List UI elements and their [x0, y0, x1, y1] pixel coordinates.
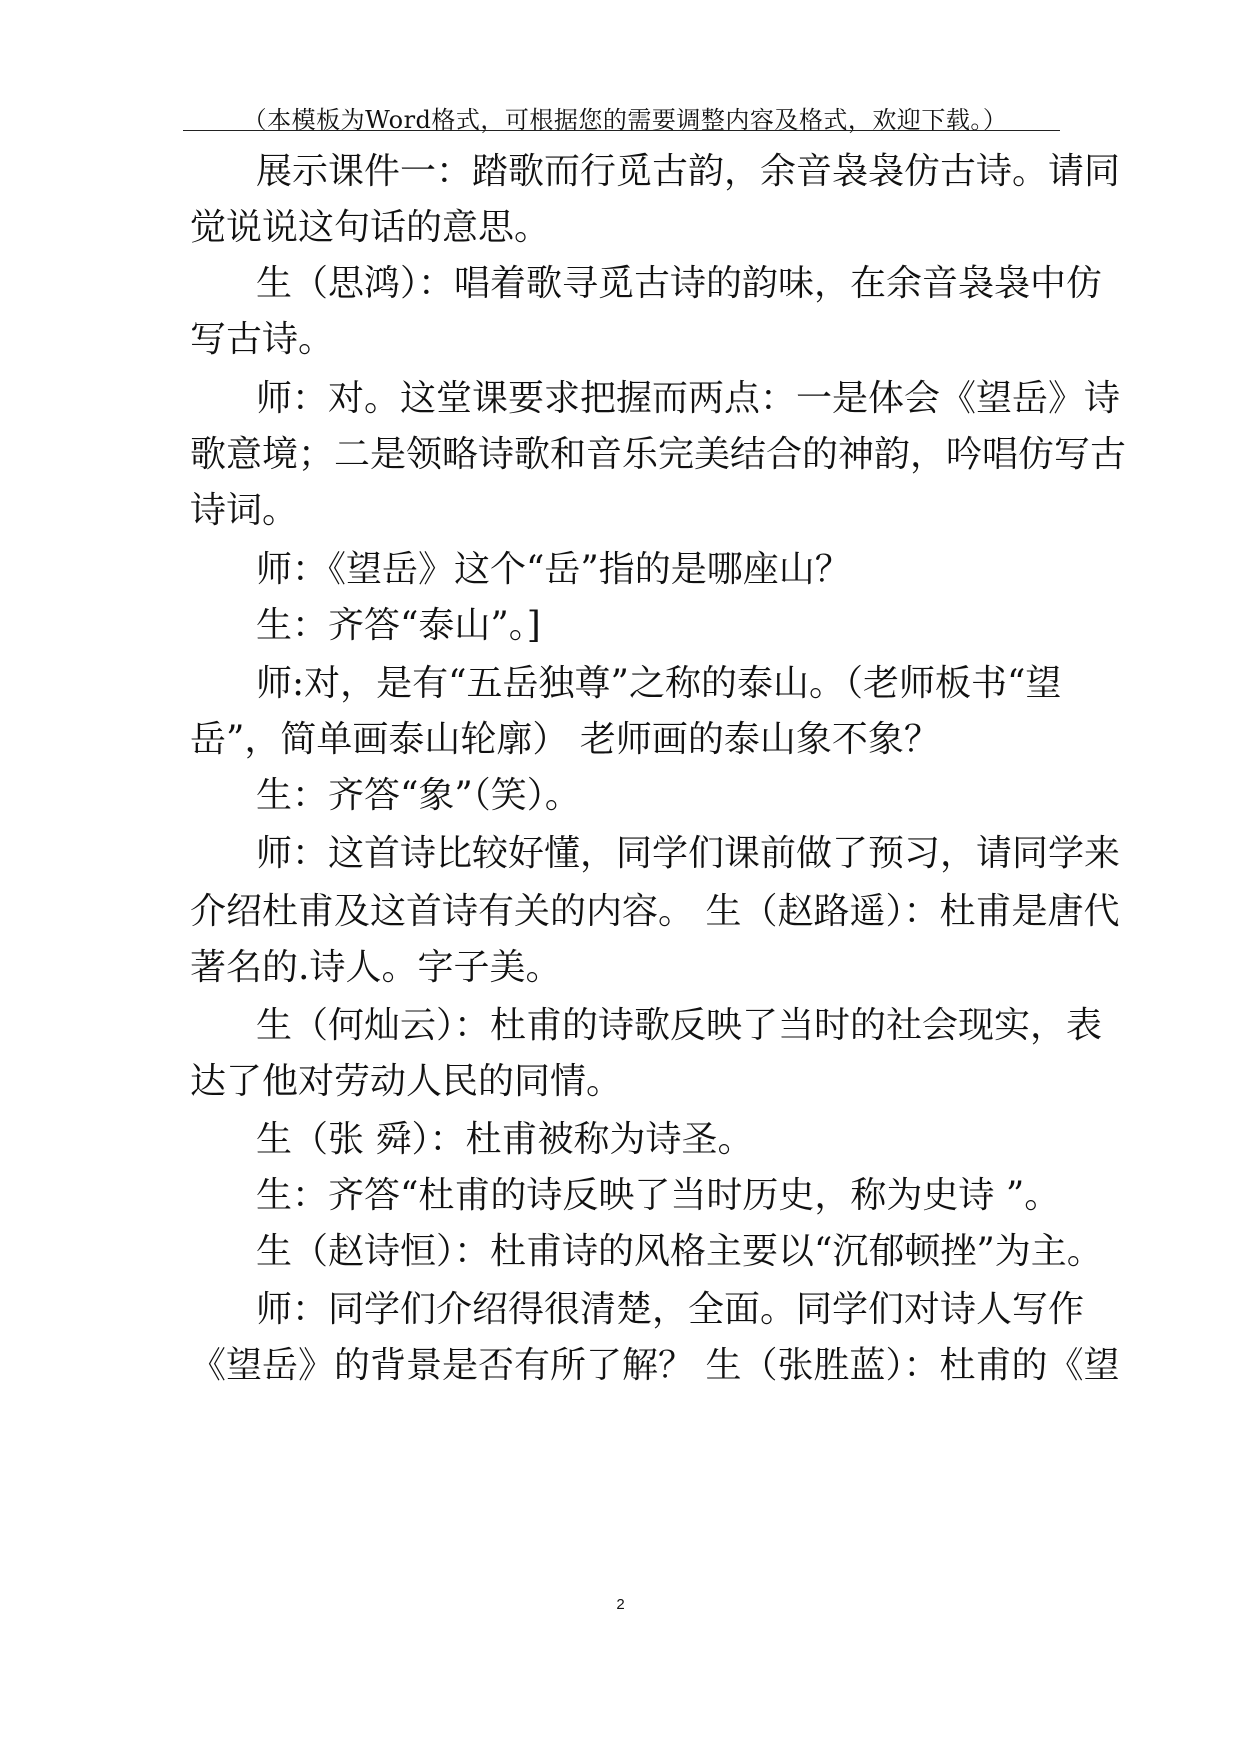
- paragraph-line: 诗词。: [190, 490, 299, 531]
- paragraph-line: 岳”，简单画泰山轮廓） 老师画的泰山象不象？: [190, 719, 940, 760]
- paragraph-line: 觉说说这句话的意思。: [190, 207, 551, 248]
- paragraph-line: 师：《望岳》这个“岳”指的是哪座山？: [256, 549, 851, 590]
- paragraph-line: 著名的.诗人。字子美。: [190, 947, 562, 988]
- paragraph-line: 师：这首诗比较好懂，同学们课前做了预习，请同学来: [256, 833, 1121, 874]
- paragraph-line: 达了他对劳动人民的同情。: [190, 1061, 623, 1102]
- paragraph-line: 介绍杜甫及这首诗有关的内容。 生（赵路遥）：杜甫是唐代: [190, 891, 1120, 932]
- paragraph-line: 《望岳》的背景是否有所了解？ 生（张胜蓝）：杜甫的《望: [190, 1345, 1120, 1386]
- paragraph-line: 师:对，是有“五岳独尊”之称的泰山。（老师板书“望: [256, 663, 1062, 704]
- header-divider: [183, 130, 1060, 131]
- page-header-note: （本模板为Word格式，可根据您的需要调整内容及格式，欢迎下载。）: [242, 106, 1008, 134]
- paragraph-line: 师：同学们介绍得很清楚，全面。同学们对诗人写作: [256, 1289, 1085, 1330]
- paragraph-line: 写古诗。: [190, 319, 335, 360]
- paragraph-line: 生：齐答“象”（笑）。: [256, 775, 581, 816]
- paragraph-line: 生（张 舜）：杜甫被称为诗圣。: [256, 1119, 754, 1160]
- paragraph-line: 生：齐答“杜甫的诗反映了当时历史，称为史诗 ”。: [256, 1175, 1061, 1216]
- page-number: 2: [616, 1596, 625, 1613]
- paragraph-line: 生（思鸿）：唱着歌寻觅古诗的韵味，在余音袅袅中仿: [256, 263, 1103, 304]
- paragraph-line: 师：对。这堂课要求把握而两点：一是体会《望岳》诗: [256, 378, 1121, 419]
- paragraph-line: 歌意境；二是领略诗歌和音乐完美结合的神韵，吟唱仿写古: [190, 434, 1127, 475]
- paragraph-line: 生（赵诗恒）：杜甫诗的风格主要以“沉郁顿挫”为主。: [256, 1231, 1103, 1272]
- paragraph-line: 生（何灿云）：杜甫的诗歌反映了当时的社会现实，表: [256, 1005, 1103, 1046]
- paragraph-line: 生：齐答“泰山”。]: [256, 605, 541, 646]
- paragraph-line: 展示课件一：踏歌而行觅古韵，余音袅袅仿古诗。请同: [256, 151, 1121, 192]
